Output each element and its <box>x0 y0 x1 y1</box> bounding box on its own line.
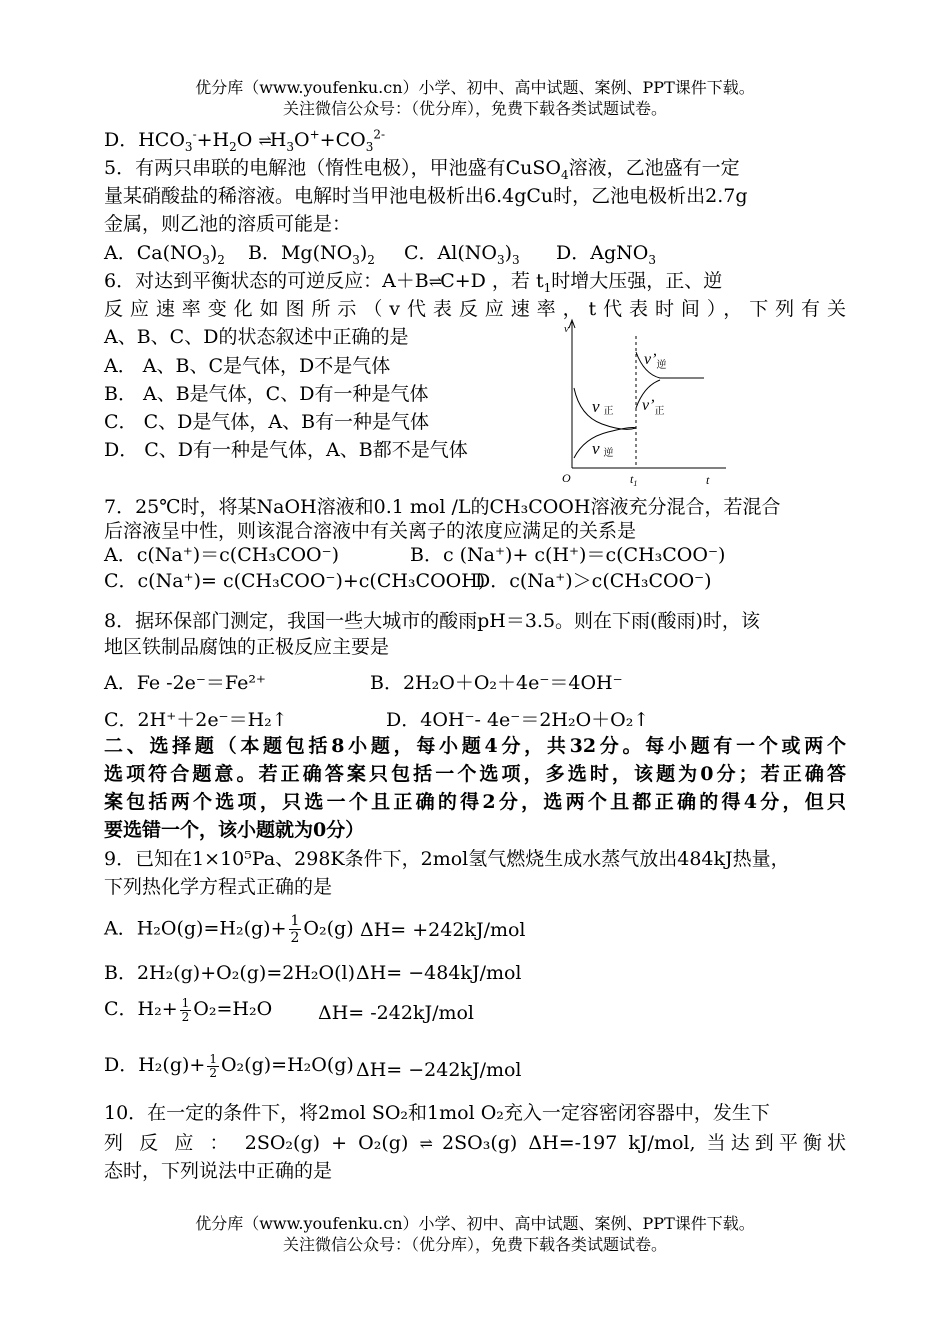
q9-option-d-dh: ΔH= −242kJ/mol <box>356 1059 522 1081</box>
q9-option-c-dh: ΔH= -242kJ/mol <box>318 1002 474 1024</box>
q5-option-a: A．$Ca(NO_3)_2$ <box>104 242 225 267</box>
section2-line-2: 选项符合题意。若正确答案只包括一个选项，多选时，该题为0分；若正确答 <box>104 763 846 785</box>
section2-line-4: 要选错一个，该小题就为0分） <box>104 819 365 841</box>
q9-option-b: B．2H₂(g)+O₂(g)=2H₂O(l) <box>104 962 355 984</box>
q7-option-a: A．c(Na⁺)＝c(CH₃COO⁻) <box>104 544 340 566</box>
q9-option-d: D．H₂(g)+ $\frac{1}{2}$ O₂(g)=H₂O(g) <box>104 1051 354 1080</box>
q10-line-3: 态时，下列说法中正确的是 <box>104 1160 333 1182</box>
equilibrium-arrow-icon: ⇌ <box>419 1134 431 1153</box>
q5-option-d: D．AgNO$_3$ <box>556 242 656 267</box>
t-axis-label: t <box>706 473 710 487</box>
section2-line-1: 二、选择题（本题包括8小题，每小题4分，共32分。每小题有一个或两个 <box>104 735 846 757</box>
q9-option-a: A．H₂O(g)=H₂(g)+ $\frac{1}{2}$ O₂(g) <box>104 913 354 946</box>
q10-line-2: 列 反 应 ： 2SO₂(g) + O₂(g) ⇌ 2SO₃(g) ΔH=-197 kJ/mol, 当达到平衡状 <box>104 1130 846 1157</box>
q5-line-2: 量某硝酸盐的稀溶液。电解时当甲池电极析出6.4gCu时，乙池电极析出2.7g <box>104 185 748 207</box>
q6-option-a: A． A、B、C是气体，D不是气体 <box>104 355 391 377</box>
q6-line-3: A、B、C、D的状态叙述中正确的是 <box>104 326 409 348</box>
fraction-one-half: $\frac{1}{2}$ <box>290 913 300 946</box>
footer-line-1: 优分库（www.youfenku.cn）小学、初中、高中试题、案例、PPT课件下载。 <box>195 1214 755 1233</box>
q8-option-d: D．4OH⁻- 4e⁻＝2H₂O＋O₂↑ <box>386 709 650 731</box>
v-reverse-label: v逆 <box>592 439 614 459</box>
q9-line-2: 下列热化学方程式正确的是 <box>104 876 333 898</box>
q4-option-d: D．$HCO_3^-+H_2O$ $\rightleftharpoons H_3O^++CO_3^{2-}$ <box>104 127 386 154</box>
equilibrium-arrow-icon: ⇌ <box>428 272 441 291</box>
t1-label: $t_1$ <box>630 472 638 488</box>
fraction-one-half: $\frac{1}{2}$ <box>181 995 190 1024</box>
q8-option-a: A．Fe -2e⁻＝Fe²⁺ <box>104 672 266 694</box>
q6-option-c: C． C、D是气体，A、B有一种是气体 <box>104 411 430 433</box>
header-line-1: 优分库（www.youfenku.cn）小学、初中、高中试题、案例、PPT课件下载。 <box>195 78 755 97</box>
equilibrium-arrow-icon: ⇌ <box>258 131 270 150</box>
q5-line-3: 金属，则乙池的溶质可能是： <box>104 213 352 235</box>
q9-option-c: C．H₂+ $\frac{1}{2}$ O₂=H₂O <box>104 995 273 1024</box>
q7-option-d: D．c(Na⁺)＞c(CH₃COO⁻) <box>475 570 712 592</box>
section2-line-3: 案包括两个选项，只选一个且正确的得2分，选两个且都正确的得4分，但只 <box>104 791 846 813</box>
q5-option-b: B．$Mg(NO_3)_2$ <box>248 242 375 267</box>
q6-option-d: D． C、D有一种是气体，A、B都不是气体 <box>104 439 468 461</box>
q8-line-2: 地区铁制品腐蚀的正极反应主要是 <box>104 636 390 658</box>
q9-option-a-dh: ΔH= +242kJ/mol <box>360 919 526 941</box>
header-line-2: 关注微信公众号：（优分库），免费下载各类试题试卷。 <box>282 99 667 118</box>
footer-line-2: 关注微信公众号：（优分库），免费下载各类试题试卷。 <box>282 1235 667 1254</box>
q8-option-b: B．2H₂O＋O₂＋4e⁻＝4OH⁻ <box>370 672 623 694</box>
rate-time-graph <box>558 316 736 492</box>
q6-option-b: B． A、B是气体，C、D有一种是气体 <box>104 383 429 405</box>
v-forward-label: v正 <box>592 397 614 417</box>
v-axis-label: v <box>564 323 569 335</box>
q5-option-c: C．$Al(NO_3)_3$ <box>404 242 520 267</box>
q7-option-b: B．c (Na⁺)+ c(H⁺)＝c(CH₃COO⁻) <box>410 544 726 566</box>
q8-option-c: C．2H⁺＋2e⁻＝H₂↑ <box>104 709 288 731</box>
q6-line-2: 反应速率变化如图所示（v代表反应速率，t代表时间），下列有关 <box>104 298 846 320</box>
q9-line-1: 9．已知在1×10⁵Pa、298K条件下，2mol氢气燃烧生成水蒸气放出484kJ热量， <box>104 848 790 870</box>
v-forward-new-label: $v’_正$ <box>642 397 665 417</box>
q10-line-1: 10．在一定的条件下，将2mol SO₂和1mol O₂充入一定容密闭容器中，发生下 <box>104 1102 770 1124</box>
q9-option-b-dh: ΔH= −484kJ/mol <box>356 962 522 984</box>
v-reverse-new-label: $v’_逆$ <box>644 351 667 371</box>
origin-label: O <box>562 471 571 485</box>
q7-option-c: C．c(Na⁺)= c(CH₃COO⁻)+c(CH₃COOH) <box>104 570 486 592</box>
q7-line-2: 后溶液呈中性，则该混合溶液中有关离子的浓度应满足的关系是 <box>104 520 637 542</box>
q6-line-1: 6．对达到平衡状态的可逆反应：A＋B⇌C+D ，若 $t_1$时增大压强，正、逆 <box>104 270 723 295</box>
fraction-one-half: $\frac{1}{2}$ <box>209 1051 217 1080</box>
q7-line-1: 7．25℃时，将某NaOH溶液和0.1 mol /L的CH₃COOH溶液充分混合，若混合 <box>104 496 781 518</box>
q5-line-1: 5．有两只串联的电解池（惰性电极），甲池盛有CuSO$_4$溶液，乙池盛有一定 <box>104 157 740 182</box>
q8-line-1: 8．据环保部门测定，我国一些大城市的酸雨pH＝3.5。则在下雨(酸雨)时，该 <box>104 610 760 632</box>
